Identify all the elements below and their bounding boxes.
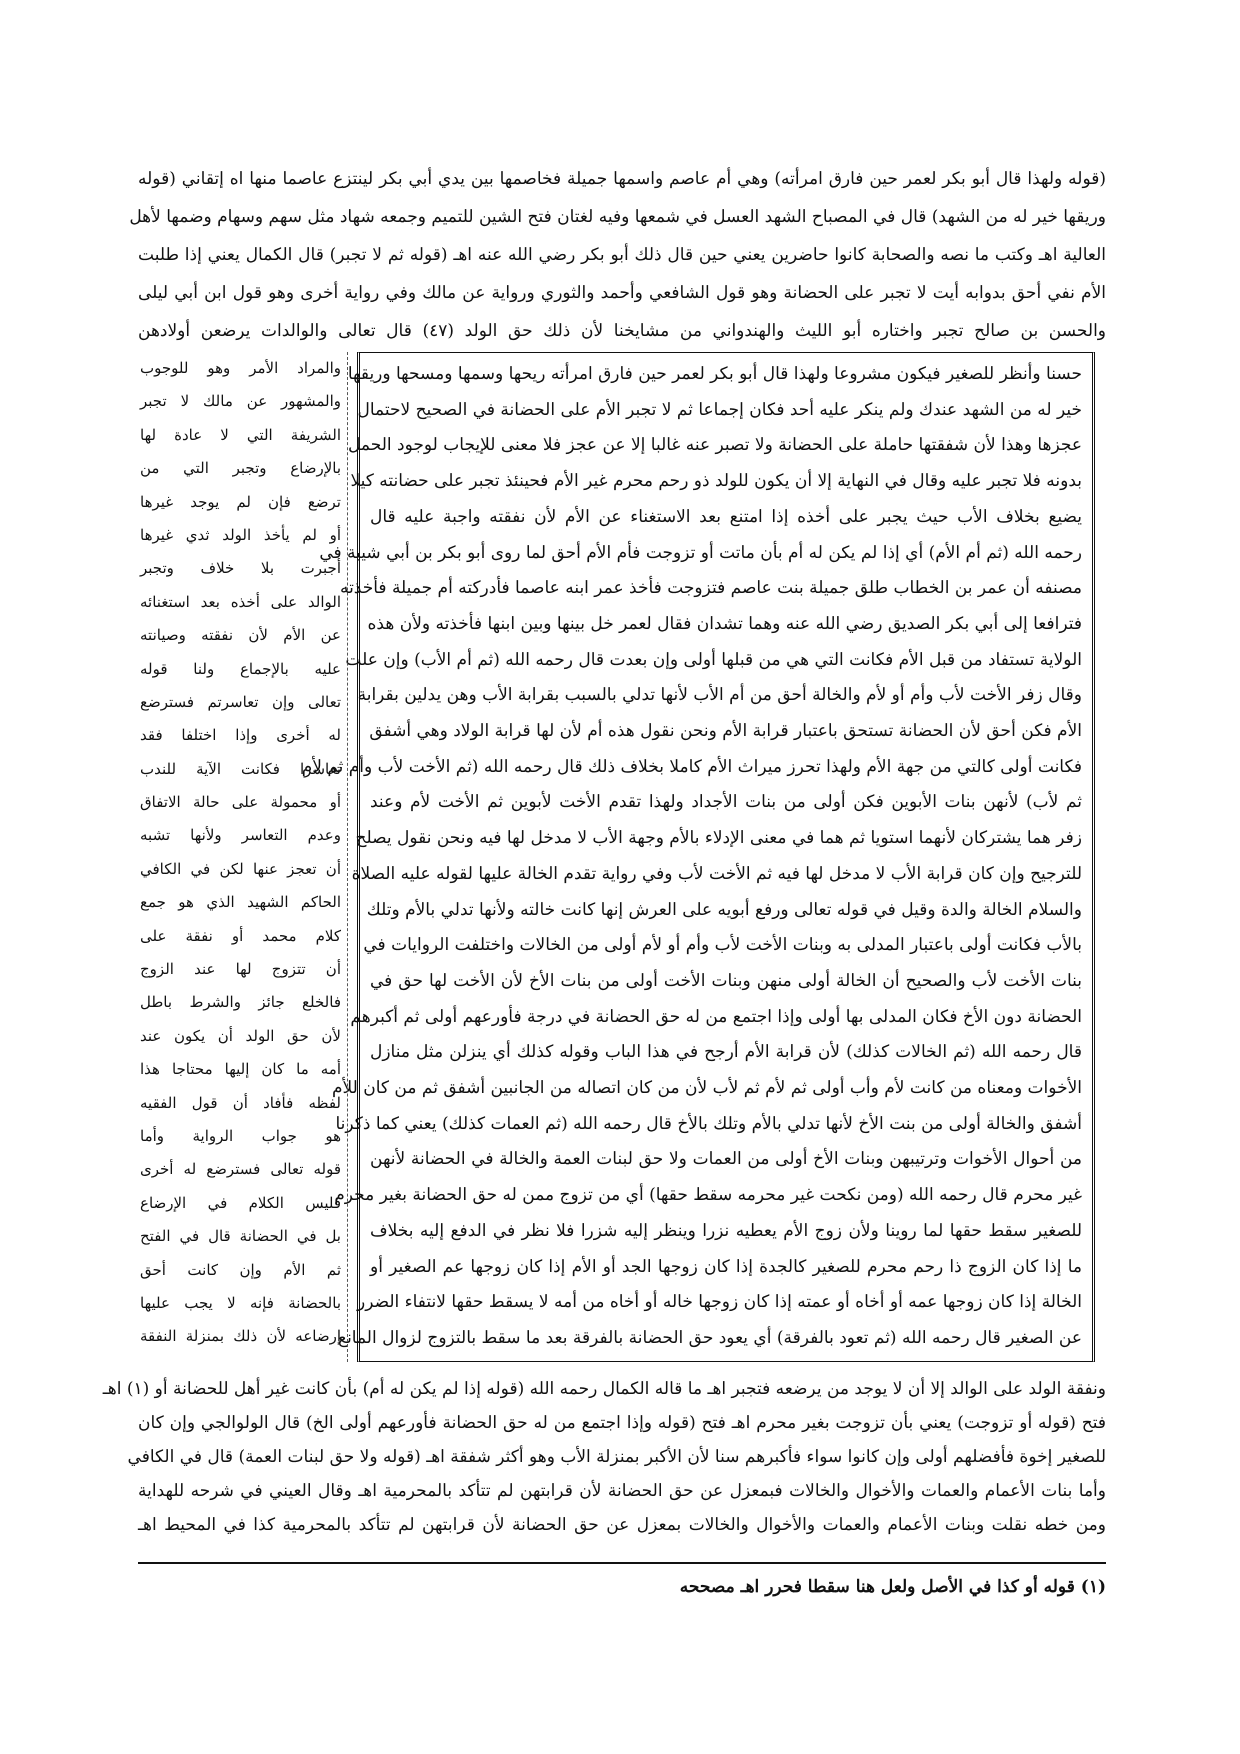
margin-line: بل في الحضانة قال في الفتح (140, 1227, 341, 1246)
margin-line: تعاسرا فكانت الآية للندب (140, 759, 341, 778)
margin-line: الوالد على أخذه بعد استغنائه (140, 592, 341, 611)
top-commentary-line: (قوله ولهذا قال أبو بكر لعمر حين فارق امرأته) وهي أم عاصم واسمها جميلة فخاصمها بين يدي أبي بكر لينتزع عاصما منها اه إتقاني (قوله (138, 169, 1106, 189)
margin-line: هو جواب الرواية وأما (140, 1126, 341, 1145)
main-text-line: رحمه الله (ثم أم الأم) أي إذا لم يكن له أم بأن ماتت أو تزوجت فأم الأم أحق لما روى أبو بكر بن أبي شيبة في (319, 542, 1082, 563)
main-text-line: الولاية تستفاد من قبل الأم فكانت التي هي من قبلها أولى وإن بعدت قال رحمه الله (ثم أم الأب) وإن علت (345, 649, 1082, 670)
bottom-commentary-line: فتح (قوله أو تزوجت) يعني بأن تزوجت بغير محرم اهـ فتح (قوله وإذا اجتمع من له حق الحضانة فأورعهم أولى الخ) قال الولوالجي وإن كان (138, 1413, 1106, 1433)
main-text-line: مصنفه أن عمر بن الخطاب طلق جميلة بنت عاصم فتزوجت فأخذ عمر ابنه عاصما فأدركته أم جميلة فأخذته (339, 578, 1082, 599)
margin-line: كلام محمد أو نفقة على (140, 926, 341, 945)
main-text-line: الخالة إذا كان زوجها عمه أو أخاه أو عمته إذا كان زوجها خاله أو أخاه من أمه لا يسقط حقها لانتفاء الضرر (357, 1292, 1082, 1313)
margin-line: ترضع فإن لم يوجد غيرها (140, 492, 341, 511)
main-text-line: عجزها وهذا لأن شفقتها حاملة على الحضانة ولا تصبر عنه غالبا إلا عن عجز فلا معنى للإيجاب لوجود الحمل (348, 435, 1082, 456)
main-text-line: حسنا وأنظر للصغير فيكون مشروعا ولهذا قال أبو بكر لعمر حين فارق امرأته ريحها وسمها ومسحها وريقها (347, 364, 1082, 384)
main-text-line: ما إذا كان الزوج ذا رحم محرم للصغير كالجدة إذا كان زوجها الجد أو الأم إذا كان زوجها عم الصغير أو (370, 1256, 1082, 1277)
margin-line: تعالى وإن تعاسرتم فسترضع (140, 692, 341, 711)
margin-line: أجبرت بلا خلاف وتجبر (140, 559, 341, 578)
main-text-line: يضيع بخلاف الأب حيث يجبر على أخذه إذا امتنع بعد الاستغناء عن الأم لأن نفقته واجبة عليه قال (370, 506, 1082, 527)
marginal-notes (140, 352, 348, 1362)
margin-line: ثم الأم وإن كانت أحق (140, 1260, 341, 1279)
margin-line: أو محمولة على حالة الاتفاق (140, 793, 341, 812)
top-commentary-line: الأم نفي أحق بدوابه أيت لا تجبر على الحضانة وهو قول الشافعي وأحمد والثوري ورواية عن مالك وفي رواية أخرى وهو قول ابن أبي ليلى (138, 283, 1106, 303)
main-text-line: بنات الأخت لأب والصحيح أن الخالة أولى منهن وبنات الأخت أولى من بنات الأخ لأن الأخت لها حق في (370, 970, 1082, 991)
main-text-line: قال رحمه الله (ثم الخالات كذلك) لأن قرابة الأم أرجح في هذا الباب وقوله كذلك أي ينزلن مثل منازل (370, 1042, 1082, 1063)
margin-line: إرضاعه لأن ذلك بمنزلة النفقة (140, 1327, 341, 1346)
main-text-line: ثم لأب) لأنهن بنات الأبوين فكن أولى من بنات الأجداد ولهذا تقدم الأخت لأبوين ثم الأخت لأم وعند (370, 792, 1082, 813)
margin-line: لأن حق الولد أن يكون عند (140, 1026, 341, 1045)
top-commentary-line: وريقها خير له من الشهد) قال في المصباح الشهد العسل في شمعها وفيه لغتان فتح الشين للتميم وجمعه شهاد مثل سهم وسهام وضمها لأهل (129, 207, 1106, 227)
main-text-line: بدونه فلا تجبر عليه وقال في النهاية إلا أن يكون للولد ذو رحم محرم غير الأم فحينئذ تجبر على حضانته كيلا (350, 471, 1082, 492)
main-text-line: بالأب فكانت أولى باعتبار المدلى به وبنات الأخت لأب وأم أو لأم أولى من الخالات واختلفت الروايات في (363, 935, 1082, 956)
main-text-line: فترافعا إلى أبي بكر الصديق رضي الله عنه وهما تشدان فقال لعمر خل بينها وبين ابنها فأخذته ولأن هذه (367, 613, 1082, 634)
bottom-commentary-line: للصغير إخوة فأفضلهم أولى وإن كانوا سواء فأكبرهم سنا لأن الأكبر بمنزلة الأب وهو أكثر شفقة اهـ (قوله ولا حق لبنات العمة) قال في الكافي (127, 1447, 1106, 1467)
main-text-line: عن الصغير قال رحمه الله (ثم تعود بالفرقة) أي يعود حق الحضانة بالفرقة بعد ما سقط بالتزوج لزوال المانع (338, 1327, 1082, 1348)
margin-line: أو لم يأخذ الولد ثدي غيرها (140, 525, 341, 544)
margin-line: أن تعجز عنها لكن في الكافي (140, 859, 341, 878)
margin-line: الحاكم الشهيد الذي هو جمع (140, 893, 341, 912)
main-text-line: للصغير سقط حقها لما روينا ولأن زوج الأم يعطيه نزرا وينظر إليه شزرا فلا نظر في الدفع إليه بخلاف (370, 1220, 1082, 1241)
margin-line: بالحضانة فإنه لا يجب عليها (140, 1293, 341, 1312)
main-text-line: فكانت أولى كالتي من جهة الأم ولهذا تحرز ميراث الأم كاملا بخلاف ذلك قال رحمه الله (ثم الأخت لأب وأم ثم لأم (301, 756, 1082, 777)
margin-line: عن الأم لأن نفقته وصيانته (140, 626, 341, 645)
main-text-line: الأخوات ومعناه من كانت لأم وأب أولى ثم لأم ثم لأب لأن من كان اتصاله من الجانبين أشفق ثم من كان للأم (332, 1078, 1082, 1099)
top-commentary (129, 160, 1106, 350)
main-text-line: والسلام الخالة والدة وقيل في قوله تعالى ورفع أبويه على العرش إنها كانت خالته ولأنها تدلي بالأم وتلك (366, 899, 1082, 920)
margin-line: لفظه فأفاد أن قول الفقيه (140, 1093, 341, 1112)
main-text-line: وقال زفر الأخت لأب وأم أو لأم والخالة أحق من أم الأب لأنها تدلي بالسبب بقرابة الأب وهن يدلين بقرابة (357, 685, 1082, 706)
main-text-frame (301, 352, 1095, 1362)
main-text-line: خير له من الشهد عندك ولم ينكر عليه أحد فكان إجماعا ثم لا تجبر الأم على الحضانة في الصحيح لاحتمال (357, 399, 1082, 420)
main-text-line: أشفق والخالة أولى من بنت الأخ لأنها تدلي بالأم وتلك بالأخ قال رحمه الله (ثم العمات كذلك) يعني كما ذكرنا (335, 1113, 1082, 1134)
main-text-line: زفر هما يشتركان لأنهما استويا ثم هما في معنى الإدلاء بالأم وجهة الأب لا مدخل لها فيه ونحن نقول يصلح (355, 828, 1082, 849)
bottom-commentary-line: ومن خطه نقلت وبنات الأعمام والعمات والأخوال والخالات بمعزل عن حق الحضانة لأن قرابتهن لم تتأكد بالمحرمية كذا في المحيط اهـ (138, 1515, 1106, 1535)
footnote: (١) قوله أو كذا في الأصل ولعل هنا سقطا فحرر اهـ مصححه (679, 1577, 1106, 1597)
main-text-line: للترجيح وإن كان قرابة الأب لا مدخل لها فيه ثم الأخت لأب وفي رواية تقدم الخالة عليها لقوله عليه الصلاة (351, 863, 1082, 884)
bottom-commentary (102, 1372, 1106, 1542)
main-text-line: الحضانة دون الأخ فكان المدلى بها أولى وإذا اجتمع من له حق الحضانة في درجة فأورعهم أولى ثم أكبرهم (350, 1006, 1082, 1027)
margin-line: والمشهور عن مالك لا تجبر (140, 392, 341, 411)
margin-line: أمه ما كان إليها محتاجا هذا (140, 1060, 341, 1079)
main-text-line: غير محرم قال رحمه الله (ومن نكحت غير محرمه سقط حقها) أي من تزوج ممن له حق الحضانة بغير محرم (334, 1185, 1082, 1206)
top-commentary-line: والحسن بن صالح تجبر واختاره أبو الليث والهندواني من مشايخنا لأن ذلك حق الولد (٤٧) قال تعالى والوالدات يرضعن أولادهن (138, 321, 1106, 341)
margin-line: له أخرى وإذا اختلفا فقد (140, 726, 341, 745)
margin-line: وعدم التعاسر ولأنها تشبه (140, 826, 341, 845)
margin-line: فالخلع جائز والشرط باطل (140, 993, 341, 1012)
bottom-commentary-line: وأما بنات الأعمام والعمات والأخوال والخالات فبمعزل عن حق الحضانة لأن قرابتهن لم تتأكد بالمحرمية اهـ وقال العيني في شرحه للهداية (138, 1481, 1106, 1501)
margin-line: فليس الكلام في الإرضاع (140, 1193, 341, 1212)
margin-line: عليه بالإجماع ولنا قوله (140, 659, 341, 678)
main-text-line: من أحوال الأخوات وترتيبهن وبنات الأخ أولى من العمات ولا حق لبنات العمة والخالة في الحضانة لأنهن (370, 1149, 1082, 1170)
margin-line: أن تتزوج لها عند الزوج (140, 960, 341, 979)
main-text-line: الأم فكن أحق لأن الحضانة تستحق باعتبار قرابة الأم ونحن نقول هذه أم لأن لها قرابة الولاد وهي أشفق (369, 721, 1082, 742)
margin-line: قوله تعالى فسترضع له أخرى (140, 1160, 341, 1179)
bottom-commentary-line: ونفقة الولد على الوالد إلا أن لا يوجد من يرضعه فتجبر اهـ ما قاله الكمال رحمه الله (قوله إذا لم يكن له أم) بأن كانت غير أهل للحضانة أو (١) اهـ (102, 1379, 1106, 1399)
margin-line: بالإرضاع وتجبر التي من (140, 459, 341, 478)
margin-line: الشريفة التي لا عادة لها (140, 425, 341, 444)
margin-line: والمراد الأمر وهو للوجوب (140, 359, 341, 377)
top-commentary-line: العالية اهـ وكتب ما نصه والصحابة كانوا حاضرين يعني حين قال ذلك أبو بكر رضي الله عنه اهـ (قوله ثم لا تجبر) قال الكمال يعني إذا طلبت (138, 245, 1106, 265)
footnote-separator (138, 1562, 1106, 1564)
